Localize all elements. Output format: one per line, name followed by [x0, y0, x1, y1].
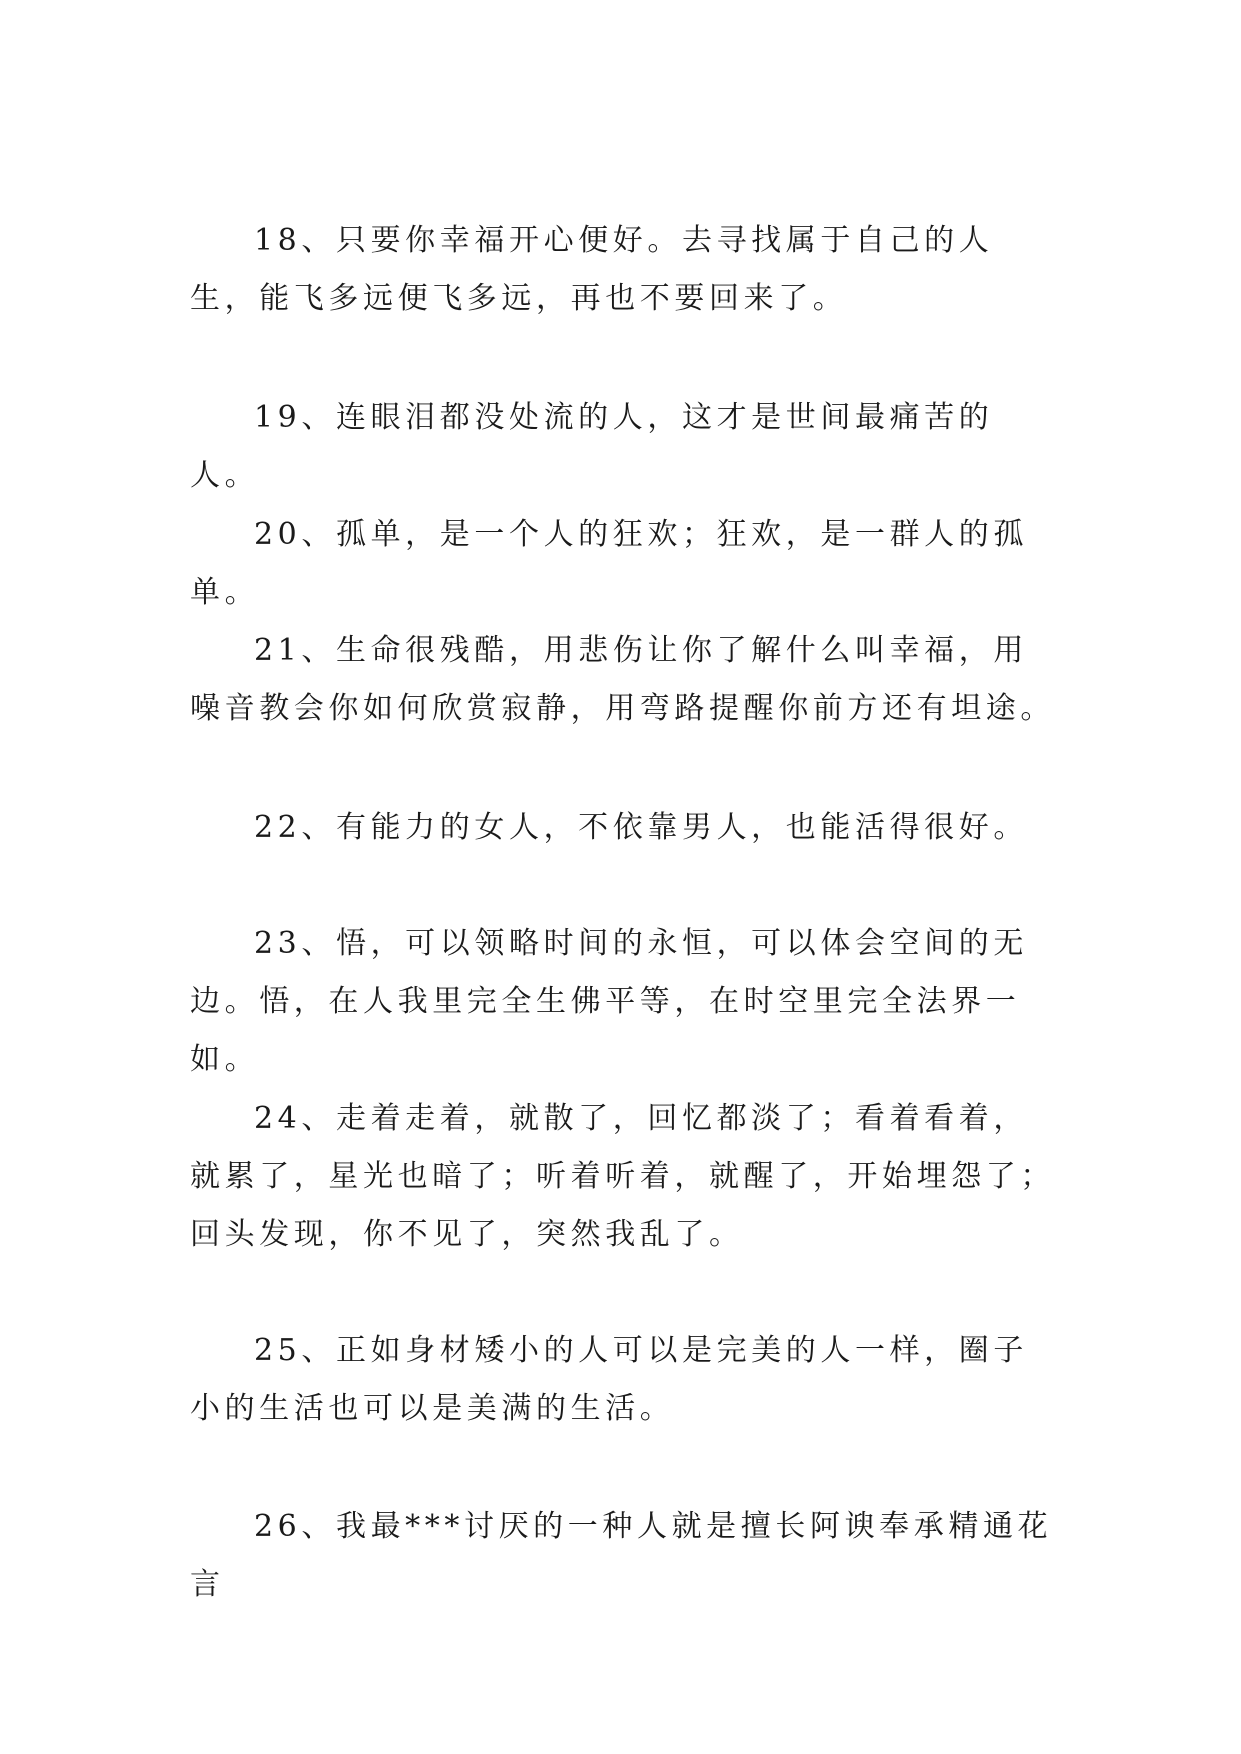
paragraph-18: 18、只要你幸福开心便好。去寻找属于自己的人生，能飞多远便飞多远，再也不要回来了。	[190, 223, 994, 316]
paragraph-23: 23、悟，可以领略时间的永恒，可以体会空间的无边。悟，在人我里完全生佛平等，在时空里完全法界一如。	[190, 926, 1028, 1077]
paragraph-21: 21、生命很残酷，用悲伤让你了解什么叫幸福，用噪音教会你如何欣赏寂静，用弯路提醒你前方还有坦途。	[190, 633, 1055, 726]
paragraph-25: 25、正如身材矮小的人可以是完美的人一样，圈子小的生活也可以是美满的生活。	[190, 1333, 1028, 1426]
paragraph-22: 22、有能力的女人，不依靠男人，也能活得很好。	[254, 810, 1028, 845]
paragraph-26: 26、我最***讨厌的一种人就是擅长阿谀奉承精通花言	[190, 1509, 1053, 1602]
paragraph-19: 19、连眼泪都没处流的人，这才是世间最痛苦的人。	[190, 400, 994, 493]
paragraph-20: 20、孤单，是一个人的狂欢；狂欢，是一群人的孤单。	[190, 517, 1028, 610]
paragraph-24: 24、走着走着，就散了，回忆都淡了；看着看着，就累了，星光也暗了；听着听着，就醒了，开始埋怨了；回头发现，你不见了，突然我乱了。	[190, 1101, 1055, 1252]
